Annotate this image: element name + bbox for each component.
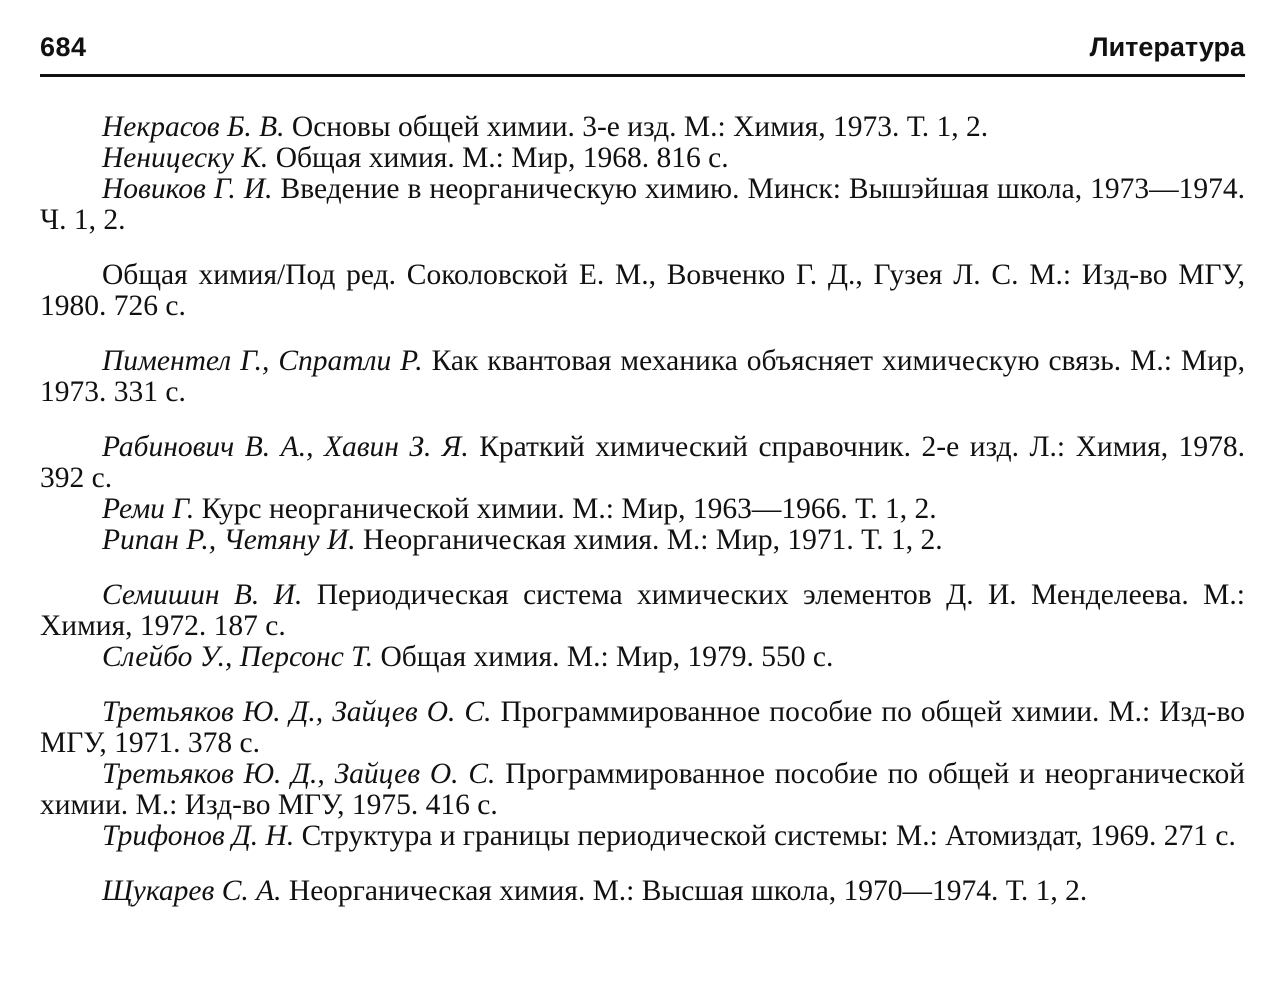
reference-group — [40, 112, 1245, 236]
reference-author: Щукарев С. А. — [102, 875, 282, 907]
reference-entry — [40, 494, 1245, 525]
reference-entry — [40, 143, 1245, 174]
reference-author: Новиков Г. И. — [102, 173, 273, 205]
reference-group — [40, 346, 1245, 408]
reference-entry — [40, 642, 1245, 673]
reference-entry — [40, 525, 1245, 556]
reference-group — [40, 697, 1245, 852]
reference-text: Общая химия/Под ред. Соколовской Е. М., Вовченко Г. Д., Гузея Л. С. М.: Изд-во МГУ, 1980. 726 с. — [40, 259, 1245, 322]
reference-author: Реми Г. — [102, 493, 195, 525]
reference-group — [40, 432, 1245, 556]
reference-text: Программированное пособие по общей и неорганической химии. М.: Изд-во МГУ, 1975. 416 с. — [40, 758, 1245, 821]
reference-text: Краткий химический справочник. 2-е изд. Л.: Химия, 1978. 392 с. — [40, 431, 1245, 494]
reference-text: Неорганическая химия. М.: Мир, 1971. Т. 1, 2. — [355, 524, 943, 556]
reference-text: Неорганическая химия. М.: Высшая школа, 1970—1974. Т. 1, 2. — [281, 875, 1088, 907]
reference-author: Семишин В. И. — [102, 579, 303, 611]
reference-list — [40, 112, 1245, 931]
reference-entry — [40, 174, 1245, 236]
reference-text: Общая химия. М.: Мир, 1968. 816 с. — [268, 142, 729, 174]
page-number: 684 — [40, 32, 87, 62]
reference-author: Некрасов Б. В. — [102, 111, 285, 143]
reference-author: Пиментел Г., Спратли Р. — [102, 345, 423, 377]
reference-group — [40, 876, 1245, 907]
page-header — [40, 28, 1245, 77]
reference-entry — [40, 697, 1245, 759]
reference-text: Общая химия. М.: Мир, 1979. 550 с. — [373, 641, 834, 673]
reference-entry — [40, 260, 1245, 322]
reference-group — [40, 580, 1245, 673]
reference-entry — [40, 759, 1245, 821]
reference-author: Третьяков Ю. Д., Зайцев О. С. — [102, 758, 496, 790]
reference-entry — [40, 876, 1245, 907]
reference-author: Трифонов Д. Н. — [102, 820, 295, 852]
reference-text: Как квантовая механика объясняет химическую связь. М.: Мир, 1973. 331 с. — [40, 345, 1245, 408]
reference-text: Основы общей химии. 3-е изд. М.: Химия, 1973. Т. 1, 2. — [284, 111, 989, 143]
reference-author: Слейбо У., Персонс Т. — [102, 641, 374, 673]
reference-entry — [40, 580, 1245, 642]
running-title: Литература — [1089, 32, 1245, 62]
reference-entry — [40, 346, 1245, 408]
reference-author: Рабинович В. А., Хавин З. Я. — [102, 431, 469, 463]
reference-text: Программированное пособие по общей химии. М.: Изд-во МГУ, 1971. 378 с. — [40, 696, 1245, 759]
reference-text: Введение в неорганическую химию. Минск: Вышэйшая школа, 1973—1974. Ч. 1, 2. — [40, 173, 1245, 236]
reference-author: Рипан Р., Четяну И. — [102, 524, 356, 556]
reference-author: Неницеску К. — [102, 142, 269, 174]
reference-text: Периодическая система химических элементов Д. И. Менделеева. М.: Химия, 1972. 187 с. — [40, 579, 1245, 642]
reference-author: Третьяков Ю. Д., Зайцев О. С. — [102, 696, 492, 728]
reference-text: Курс неорганической химии. М.: Мир, 1963—1966. Т. 1, 2. — [194, 493, 937, 525]
reference-entry — [40, 821, 1245, 852]
reference-group — [40, 260, 1245, 322]
reference-text: Структура и границы периодической системы: М.: Атомиздат, 1969. 271 с. — [294, 820, 1236, 852]
reference-entry — [40, 112, 1245, 143]
reference-entry — [40, 432, 1245, 494]
